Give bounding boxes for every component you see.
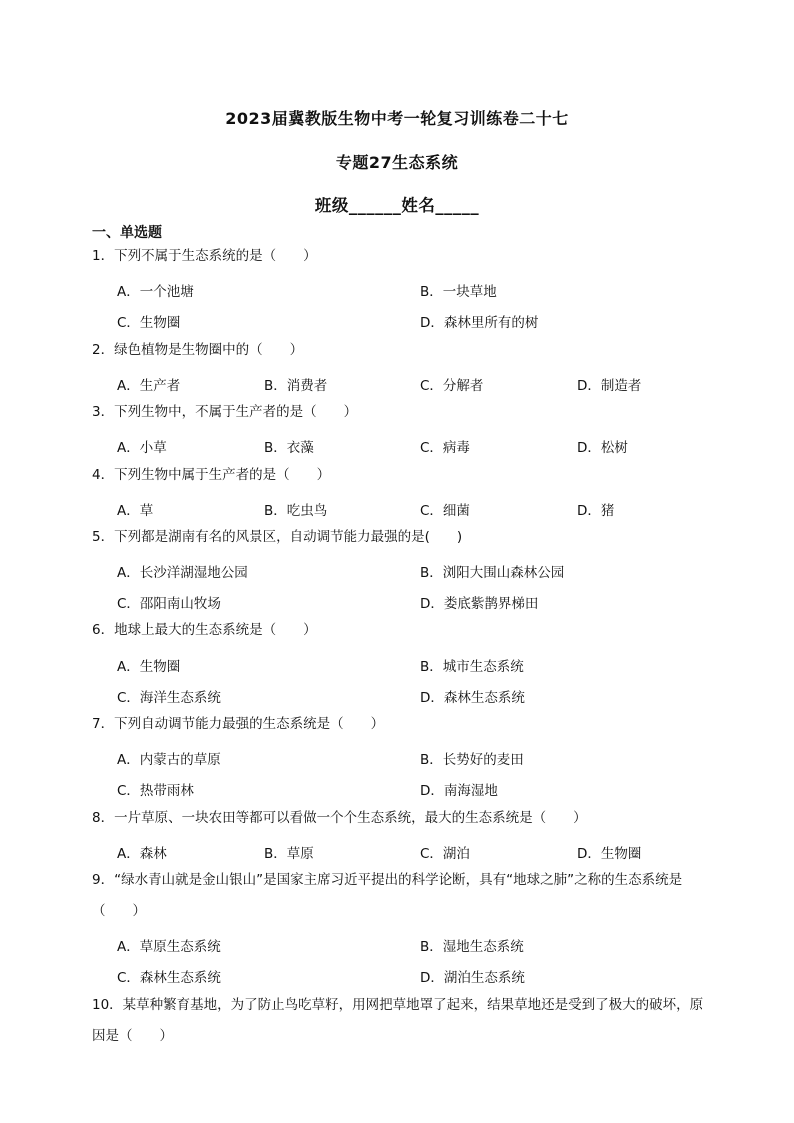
question-option: B．浏阳大围山森林公园 — [420, 565, 565, 581]
question-stem: 3．下列生物中，不属于生产者的是（ ） — [92, 404, 358, 420]
question-option: C．分解者 — [420, 378, 484, 394]
question-option: D．森林生态系统 — [420, 690, 525, 706]
question-option: C．邵阳南山牧场 — [117, 596, 221, 612]
question-option: C．细菌 — [420, 503, 470, 519]
question-stem: 6．地球上最大的生态系统是（ ） — [92, 622, 317, 638]
question-option: D．制造者 — [577, 378, 642, 394]
class-name-line: 班级______姓名_____ — [314, 196, 480, 215]
question-option: D．猪 — [577, 503, 615, 519]
question-option: D．湖泊生态系统 — [420, 970, 525, 986]
question-option: C．湖泊 — [420, 846, 470, 862]
question-option: A．小草 — [117, 440, 167, 456]
question-option: C．海洋生态系统 — [117, 690, 221, 706]
question-option: B．衣藻 — [264, 440, 314, 456]
question-option: B．城市生态系统 — [420, 659, 524, 675]
question-option: A．森林 — [117, 846, 167, 862]
question-option: B．消费者 — [264, 378, 328, 394]
question-stem: 2．绿色植物是生物圈中的（ ） — [92, 342, 304, 358]
question-stem: 7．下列自动调节能力最强的生态系统是（ ） — [92, 716, 385, 732]
question-option: B．吃虫鸟 — [264, 503, 328, 519]
question-option: B．草原 — [264, 846, 314, 862]
question-stem: 8．一片草原、一块农田等都可以看做一个个生态系统，最大的生态系统是（ ） — [92, 810, 587, 826]
question-option: A．生物圈 — [117, 659, 181, 675]
question-option: A．生产者 — [117, 378, 181, 394]
question-option: A．草原生态系统 — [117, 939, 221, 955]
exam-subtitle: 专题27生态系统 — [335, 153, 459, 172]
question-stem: 1．下列不属于生态系统的是（ ） — [92, 248, 317, 264]
question-option: D．生物圈 — [577, 846, 642, 862]
question-option: B．一块草地 — [420, 284, 497, 300]
question-option: C．森林生态系统 — [117, 970, 221, 986]
question-option: C．热带雨林 — [117, 783, 194, 799]
question-stem: 9．“绿水青山就是金山银山”是国家主席习近平提出的科学论断，具有“地球之肺”之称的生态系统是（ ） — [92, 872, 683, 919]
question-option: B．长势好的麦田 — [420, 752, 524, 768]
question-option: A．草 — [117, 503, 154, 519]
question-stem: 4．下列生物中属于生产者的是（ ） — [92, 467, 331, 483]
question-option: D．森林里所有的树 — [420, 315, 539, 331]
question-stem: 5．下列都是湖南有名的风景区，自动调节能力最强的是( ) — [92, 529, 463, 545]
question-option: A．一个池塘 — [117, 284, 194, 300]
question-option: D．娄底紫鹊界梯田 — [420, 596, 539, 612]
section-heading: 一、单选题 — [92, 225, 162, 241]
question-option: A．内蒙古的草原 — [117, 752, 221, 768]
question-option: D．松树 — [577, 440, 628, 456]
question-option: C．生物圈 — [117, 315, 181, 331]
question-option: B．湿地生态系统 — [420, 939, 524, 955]
question-stem: 10．某草种繁育基地，为了防止鸟吃草籽，用网把草地罩了起来，结果草地还是受到了极大的破坏，原因是（ ） — [92, 997, 704, 1044]
exam-title: 2023届冀教版生物中考一轮复习训练卷二十七 — [225, 109, 569, 128]
question-option: D．南海湿地 — [420, 783, 498, 799]
question-option: A．长沙洋湖湿地公园 — [117, 565, 248, 581]
question-option: C．病毒 — [420, 440, 470, 456]
